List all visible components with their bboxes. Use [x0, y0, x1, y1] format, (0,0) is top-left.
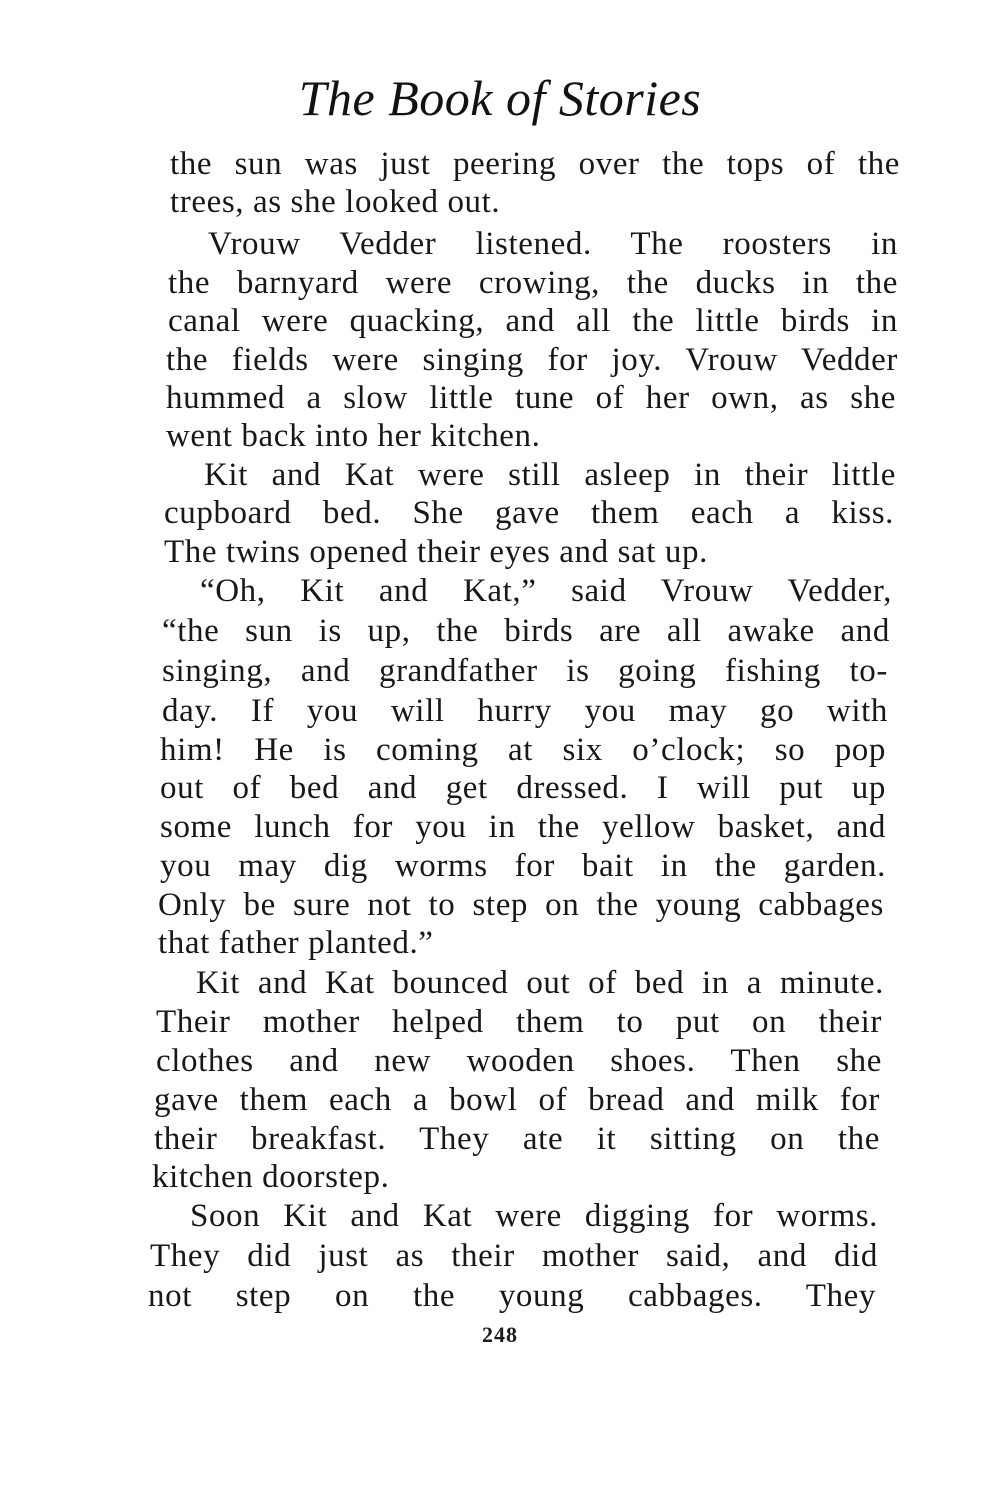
text-line: Kit and Kat were still asleep in their little — [204, 457, 896, 493]
text-line: canal were quacking, and all the little birds in — [168, 303, 898, 339]
text-line: their breakfast. They ate it sitting on the — [154, 1121, 880, 1157]
text-line: “the sun is up, the birds are all awake and — [162, 613, 890, 649]
text-line: Vrouw Vedder listened. The roosters in — [208, 226, 898, 262]
page-number: 248 — [482, 1322, 518, 1347]
text-line: day. If you will hurry you may go with — [162, 693, 888, 729]
text-line: “Oh, Kit and Kat,” said Vrouw Vedder, — [200, 573, 892, 609]
text-line: the sun was just peering over the tops of the — [170, 146, 900, 182]
text-line: gave them each a bowl of bread and milk for — [154, 1082, 880, 1118]
text-line: Their mother helped them to put on their — [156, 1004, 882, 1040]
text-line: him! He is coming at six o’clock; so pop — [160, 732, 886, 768]
running-head: The Book of Stories — [298, 70, 702, 126]
text-line: went back into her kitchen. — [166, 418, 541, 454]
text-line: cupboard bed. She gave them each a kiss. — [164, 495, 894, 531]
text-line: that father planted.” — [158, 925, 434, 961]
text-line: Soon Kit and Kat were digging for worms. — [190, 1198, 878, 1234]
text-line: the barnyard were crowing, the ducks in the — [168, 265, 898, 301]
text-line: the fields were singing for joy. Vrouw Vedder — [166, 342, 898, 378]
text-line: not step on the young cabbages. They — [148, 1278, 876, 1314]
text-line: some lunch for you in the yellow basket, and — [160, 809, 886, 845]
text-line: hummed a slow little tune of her own, as she — [166, 380, 896, 416]
text-line: Only be sure not to step on the young cabbages — [158, 887, 884, 923]
text-line: The twins opened their eyes and sat up. — [164, 534, 708, 570]
text-line: They did just as their mother said, and did — [150, 1238, 878, 1274]
text-line: out of bed and get dressed. I will put up — [160, 770, 886, 806]
text-line: kitchen doorstep. — [152, 1159, 390, 1195]
text-line: clothes and new wooden shoes. Then she — [156, 1043, 882, 1079]
text-line: Kit and Kat bounced out of bed in a minute. — [196, 965, 884, 1001]
text-line: trees, as she looked out. — [170, 184, 501, 220]
text-line: singing, and grandfather is going fishing to- — [162, 653, 888, 689]
text-line: you may dig worms for bait in the garden. — [160, 848, 886, 884]
